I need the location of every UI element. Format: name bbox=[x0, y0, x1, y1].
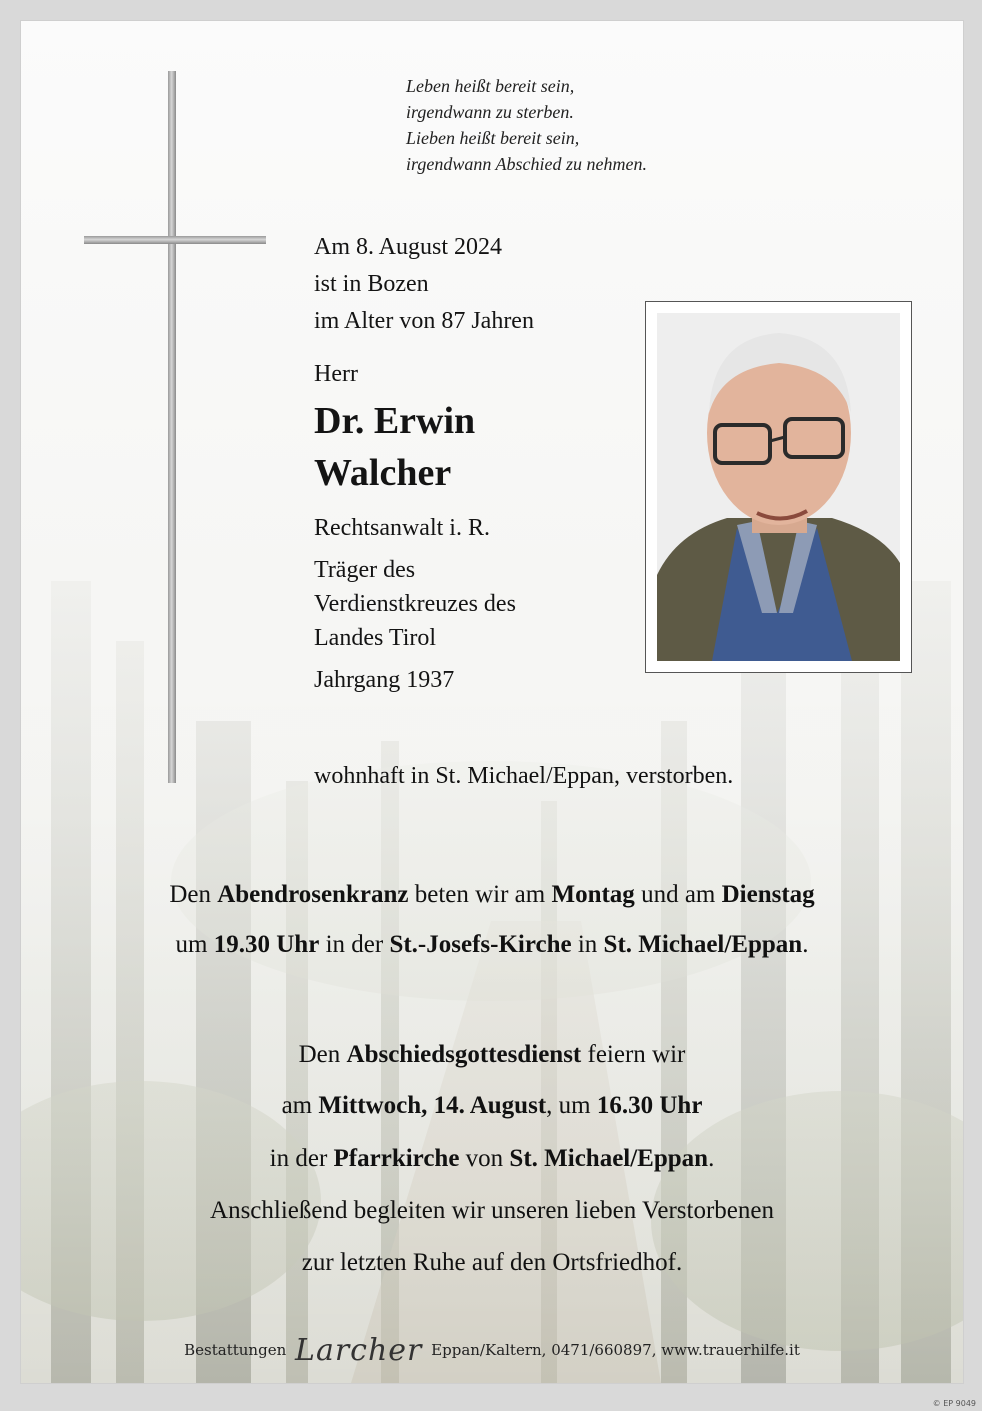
portrait-photo bbox=[657, 313, 900, 661]
footer-contact: Eppan/Kaltern, 0471/660897, www.trauerhilfe.it bbox=[431, 1341, 800, 1359]
funeral-home-logo: Larcher bbox=[295, 1333, 423, 1368]
service-line-5: zur letzten Ruhe auf den Ortsfriedhof. bbox=[301, 1249, 683, 1276]
honor-line: Landes Tirol bbox=[314, 625, 437, 651]
salutation: Herr bbox=[314, 361, 358, 387]
rosary-line-2: um 19.30 Uhr in der St.-Josefs-Kirche in St. Michael/Eppan. bbox=[175, 931, 809, 958]
cross-icon bbox=[168, 71, 176, 783]
reference-code: © EP 9049 bbox=[932, 1399, 976, 1408]
service-line-4: Anschließend begleiten wir unseren lieben Verstorbenen bbox=[210, 1197, 774, 1224]
rosary-line-1: Den Abendrosenkranz beten wir am Montag und am Dienstag bbox=[169, 881, 815, 908]
photo-frame bbox=[645, 301, 912, 673]
honor-line: Verdienstkreuzes des bbox=[314, 591, 516, 617]
poem bbox=[406, 73, 766, 177]
death-notice-block bbox=[314, 229, 644, 697]
death-age: im Alter von 87 Jahren bbox=[314, 308, 534, 334]
residence: wohnhaft in St. Michael/Eppan, verstorben. bbox=[314, 763, 734, 789]
death-place: ist in Bozen bbox=[314, 271, 429, 297]
poem-line: Lieben heißt bereit sein, bbox=[406, 128, 580, 148]
profession: Rechtsanwalt i. R. bbox=[314, 515, 490, 541]
name-first: Dr. Erwin bbox=[314, 400, 476, 442]
obituary-card bbox=[20, 20, 964, 1384]
footer-prefix: Bestattungen bbox=[184, 1341, 287, 1359]
death-date: Am 8. August 2024 bbox=[314, 234, 503, 260]
poem-line: irgendwann Abschied zu nehmen. bbox=[406, 154, 647, 174]
poem-line: Leben heißt bereit sein, bbox=[406, 76, 575, 96]
birth-year: Jahrgang 1937 bbox=[314, 667, 455, 693]
cross-icon-bar bbox=[84, 236, 266, 244]
service-line-2: am Mittwoch, 14. August, um 16.30 Uhr bbox=[281, 1092, 703, 1119]
service-line-1: Den Abschiedsgottesdienst feiern wir bbox=[298, 1041, 686, 1068]
name-last: Walcher bbox=[314, 452, 452, 494]
poem-line: irgendwann zu sterben. bbox=[406, 102, 574, 122]
funeral-home-footer bbox=[21, 1333, 963, 1368]
honor-line: Träger des bbox=[314, 557, 416, 583]
service-line-3: in der Pfarrkirche von St. Michael/Eppan. bbox=[269, 1145, 715, 1172]
